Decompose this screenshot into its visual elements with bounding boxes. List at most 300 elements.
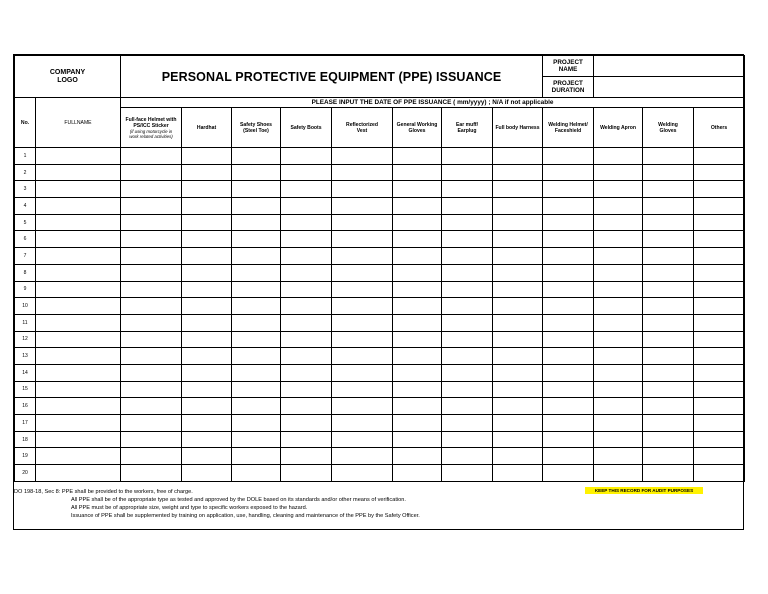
col-welding-apron: Welding Apron xyxy=(594,108,643,148)
date-cell[interactable] xyxy=(694,364,745,381)
date-cell[interactable] xyxy=(232,431,281,448)
date-cell[interactable] xyxy=(643,348,694,365)
date-cell[interactable] xyxy=(442,148,493,165)
date-cell[interactable] xyxy=(332,264,393,281)
date-cell[interactable] xyxy=(182,264,232,281)
date-cell[interactable] xyxy=(442,264,493,281)
date-cell[interactable] xyxy=(694,431,745,448)
date-cell[interactable] xyxy=(643,448,694,465)
date-cell[interactable] xyxy=(281,381,332,398)
table-row xyxy=(15,448,745,465)
date-cell[interactable] xyxy=(121,331,182,348)
col-welding-gloves: Welding Gloves xyxy=(643,108,694,148)
date-cell[interactable] xyxy=(332,381,393,398)
date-cell[interactable] xyxy=(493,198,543,215)
date-cell[interactable] xyxy=(281,164,332,181)
date-cell[interactable] xyxy=(694,231,745,248)
date-cell[interactable] xyxy=(182,331,232,348)
date-cell[interactable] xyxy=(332,448,393,465)
date-cell[interactable] xyxy=(594,364,643,381)
date-cell[interactable] xyxy=(281,314,332,331)
date-cell[interactable] xyxy=(493,298,543,315)
date-cell[interactable] xyxy=(121,364,182,381)
date-cell[interactable] xyxy=(332,465,393,482)
date-cell[interactable] xyxy=(121,314,182,331)
date-cell[interactable] xyxy=(121,264,182,281)
date-cell[interactable] xyxy=(643,331,694,348)
date-cell[interactable] xyxy=(543,231,594,248)
date-cell[interactable] xyxy=(121,415,182,432)
date-cell[interactable] xyxy=(232,415,281,432)
row-number: 11 xyxy=(15,314,36,331)
date-cell[interactable] xyxy=(121,431,182,448)
date-cell[interactable] xyxy=(543,448,594,465)
date-cell[interactable] xyxy=(121,281,182,298)
fullname-cell[interactable] xyxy=(36,164,121,181)
date-cell[interactable] xyxy=(493,314,543,331)
date-cell[interactable] xyxy=(281,465,332,482)
date-cell[interactable] xyxy=(694,181,745,198)
fullname-cell[interactable] xyxy=(36,248,121,265)
date-cell[interactable] xyxy=(281,248,332,265)
date-cell[interactable] xyxy=(281,298,332,315)
fullname-cell[interactable] xyxy=(36,314,121,331)
date-cell[interactable] xyxy=(393,248,442,265)
table-row xyxy=(15,214,745,231)
date-cell[interactable] xyxy=(393,231,442,248)
date-cell[interactable] xyxy=(393,364,442,381)
col-earmuff: Ear muff/ Earplug xyxy=(442,108,493,148)
date-cell[interactable] xyxy=(121,231,182,248)
fullname-cell[interactable] xyxy=(36,181,121,198)
date-cell[interactable] xyxy=(442,214,493,231)
date-cell[interactable] xyxy=(543,398,594,415)
date-cell[interactable] xyxy=(493,164,543,181)
date-cell[interactable] xyxy=(594,314,643,331)
date-cell[interactable] xyxy=(232,281,281,298)
date-cell[interactable] xyxy=(543,465,594,482)
date-cell[interactable] xyxy=(493,214,543,231)
date-cell[interactable] xyxy=(643,281,694,298)
fullname-cell[interactable] xyxy=(36,298,121,315)
date-cell[interactable] xyxy=(694,164,745,181)
date-cell[interactable] xyxy=(694,398,745,415)
date-cell[interactable] xyxy=(493,264,543,281)
date-cell[interactable] xyxy=(442,415,493,432)
date-cell[interactable] xyxy=(594,331,643,348)
date-cell[interactable] xyxy=(393,164,442,181)
fullname-cell[interactable] xyxy=(36,231,121,248)
date-cell[interactable] xyxy=(694,198,745,215)
date-cell[interactable] xyxy=(332,415,393,432)
date-cell[interactable] xyxy=(121,398,182,415)
date-cell[interactable] xyxy=(643,415,694,432)
date-cell[interactable] xyxy=(594,164,643,181)
date-cell[interactable] xyxy=(543,298,594,315)
fullname-cell[interactable] xyxy=(36,381,121,398)
date-cell[interactable] xyxy=(643,398,694,415)
table-row xyxy=(15,164,745,181)
date-cell[interactable] xyxy=(281,148,332,165)
date-cell[interactable] xyxy=(442,348,493,365)
date-cell[interactable] xyxy=(543,281,594,298)
date-cell[interactable] xyxy=(393,214,442,231)
col-fullface-helmet: Full-face Helmet with PS/ICC Sticker (if using motorcycle in work related activities) xyxy=(121,108,182,148)
footer-line-1: DO 198-18, Sec 8: PPE shall be provided to the workers, free of charge. xyxy=(14,489,193,495)
date-cell[interactable] xyxy=(543,348,594,365)
footer-line-4: Issuance of PPE shall be supplemented by training on application, use, handling, cleaning and maintenance of the PPE by the Safety Officer. xyxy=(71,513,420,519)
date-cell[interactable] xyxy=(442,198,493,215)
date-cell[interactable] xyxy=(281,198,332,215)
logo-line2: LOGO xyxy=(57,76,78,84)
date-cell[interactable] xyxy=(543,431,594,448)
date-cell[interactable] xyxy=(493,448,543,465)
date-cell[interactable] xyxy=(594,348,643,365)
date-cell[interactable] xyxy=(332,214,393,231)
date-cell[interactable] xyxy=(393,381,442,398)
date-cell[interactable] xyxy=(493,431,543,448)
date-cell[interactable] xyxy=(393,281,442,298)
date-cell[interactable] xyxy=(694,214,745,231)
fullname-cell[interactable] xyxy=(36,465,121,482)
date-cell[interactable] xyxy=(182,181,232,198)
date-cell[interactable] xyxy=(493,281,543,298)
date-cell[interactable] xyxy=(694,281,745,298)
date-cell[interactable] xyxy=(493,181,543,198)
date-cell[interactable] xyxy=(121,164,182,181)
project-duration-label: PROJECT DURATION xyxy=(543,77,594,98)
date-cell[interactable] xyxy=(232,164,281,181)
date-cell[interactable] xyxy=(332,348,393,365)
date-cell[interactable] xyxy=(182,431,232,448)
date-cell[interactable] xyxy=(393,181,442,198)
date-cell[interactable] xyxy=(594,465,643,482)
date-cell[interactable] xyxy=(121,248,182,265)
date-cell[interactable] xyxy=(121,465,182,482)
date-cell[interactable] xyxy=(643,248,694,265)
date-cell[interactable] xyxy=(493,364,543,381)
date-cell[interactable] xyxy=(281,448,332,465)
fullname-cell[interactable] xyxy=(36,415,121,432)
row-number: 12 xyxy=(15,331,36,348)
date-cell[interactable] xyxy=(393,148,442,165)
date-cell[interactable] xyxy=(281,231,332,248)
date-cell[interactable] xyxy=(643,431,694,448)
fullname-cell[interactable] xyxy=(36,364,121,381)
date-cell[interactable] xyxy=(643,314,694,331)
date-cell[interactable] xyxy=(643,231,694,248)
fullname-cell[interactable] xyxy=(36,448,121,465)
date-cell[interactable] xyxy=(232,264,281,281)
date-cell[interactable] xyxy=(694,381,745,398)
date-cell[interactable] xyxy=(442,281,493,298)
project-name-label: PROJECT NAME xyxy=(543,56,594,77)
date-cell[interactable] xyxy=(493,148,543,165)
date-cell[interactable] xyxy=(393,198,442,215)
date-cell[interactable] xyxy=(594,264,643,281)
date-cell[interactable] xyxy=(594,198,643,215)
col-hardhat: Hardhat xyxy=(182,108,232,148)
date-cell[interactable] xyxy=(594,148,643,165)
date-cell[interactable] xyxy=(543,381,594,398)
date-cell[interactable] xyxy=(493,415,543,432)
date-cell[interactable] xyxy=(332,298,393,315)
project-name-field[interactable] xyxy=(594,56,745,77)
date-cell[interactable] xyxy=(594,381,643,398)
date-cell[interactable] xyxy=(493,398,543,415)
date-cell[interactable] xyxy=(643,164,694,181)
date-cell[interactable] xyxy=(694,264,745,281)
date-cell[interactable] xyxy=(182,415,232,432)
date-cell[interactable] xyxy=(543,198,594,215)
date-cell[interactable] xyxy=(182,381,232,398)
date-cell[interactable] xyxy=(442,231,493,248)
project-duration-field[interactable] xyxy=(594,77,745,98)
date-cell[interactable] xyxy=(332,198,393,215)
date-cell[interactable] xyxy=(332,231,393,248)
date-cell[interactable] xyxy=(332,248,393,265)
date-cell[interactable] xyxy=(393,398,442,415)
date-cell[interactable] xyxy=(694,465,745,482)
date-cell[interactable] xyxy=(543,331,594,348)
date-cell[interactable] xyxy=(121,198,182,215)
row-number: 9 xyxy=(15,281,36,298)
date-cell[interactable] xyxy=(594,181,643,198)
fullname-cell[interactable] xyxy=(36,148,121,165)
date-cell[interactable] xyxy=(182,214,232,231)
date-cell[interactable] xyxy=(182,348,232,365)
date-cell[interactable] xyxy=(543,181,594,198)
table-row xyxy=(15,298,745,315)
date-cell[interactable] xyxy=(643,214,694,231)
date-cell[interactable] xyxy=(182,248,232,265)
date-cell[interactable] xyxy=(121,348,182,365)
table-row xyxy=(15,264,745,281)
date-cell[interactable] xyxy=(643,298,694,315)
date-cell[interactable] xyxy=(543,214,594,231)
date-cell[interactable] xyxy=(232,298,281,315)
date-cell[interactable] xyxy=(643,264,694,281)
date-cell[interactable] xyxy=(393,415,442,432)
date-cell[interactable] xyxy=(281,214,332,231)
date-cell[interactable] xyxy=(393,314,442,331)
date-cell[interactable] xyxy=(643,364,694,381)
date-cell[interactable] xyxy=(182,398,232,415)
date-cell[interactable] xyxy=(182,298,232,315)
date-cell[interactable] xyxy=(121,214,182,231)
date-cell[interactable] xyxy=(543,164,594,181)
date-cell[interactable] xyxy=(121,448,182,465)
col-working-gloves: General Working Gloves xyxy=(393,108,442,148)
fullname-cell[interactable] xyxy=(36,398,121,415)
fullname-cell[interactable] xyxy=(36,348,121,365)
date-cell[interactable] xyxy=(332,364,393,381)
date-cell[interactable] xyxy=(232,398,281,415)
date-cell[interactable] xyxy=(182,281,232,298)
date-cell[interactable] xyxy=(442,381,493,398)
date-cell[interactable] xyxy=(393,348,442,365)
date-cell[interactable] xyxy=(694,314,745,331)
date-cell[interactable] xyxy=(493,231,543,248)
date-cell[interactable] xyxy=(232,231,281,248)
fullname-cell[interactable] xyxy=(36,198,121,215)
date-cell[interactable] xyxy=(594,231,643,248)
date-cell[interactable] xyxy=(232,448,281,465)
date-cell[interactable] xyxy=(493,331,543,348)
date-cell[interactable] xyxy=(393,331,442,348)
date-cell[interactable] xyxy=(182,231,232,248)
footer-notes xyxy=(14,485,743,529)
date-cell[interactable] xyxy=(643,148,694,165)
date-cell[interactable] xyxy=(393,465,442,482)
date-cell[interactable] xyxy=(493,381,543,398)
date-cell[interactable] xyxy=(121,181,182,198)
fullname-cell[interactable] xyxy=(36,281,121,298)
date-cell[interactable] xyxy=(393,431,442,448)
row-number: 8 xyxy=(15,264,36,281)
date-cell[interactable] xyxy=(281,398,332,415)
date-cell[interactable] xyxy=(543,248,594,265)
table-row xyxy=(15,248,745,265)
date-cell[interactable] xyxy=(442,164,493,181)
date-cell[interactable] xyxy=(182,164,232,181)
date-cell[interactable] xyxy=(543,364,594,381)
date-cell[interactable] xyxy=(281,264,332,281)
date-cell[interactable] xyxy=(182,198,232,215)
date-cell[interactable] xyxy=(332,281,393,298)
fullname-cell[interactable] xyxy=(36,431,121,448)
date-cell[interactable] xyxy=(543,148,594,165)
date-cell[interactable] xyxy=(643,181,694,198)
date-cell[interactable] xyxy=(232,314,281,331)
ppe-table xyxy=(14,55,745,482)
date-cell[interactable] xyxy=(442,398,493,415)
date-cell[interactable] xyxy=(694,248,745,265)
date-cell[interactable] xyxy=(281,348,332,365)
date-cell[interactable] xyxy=(232,248,281,265)
date-cell[interactable] xyxy=(594,281,643,298)
date-cell[interactable] xyxy=(694,331,745,348)
table-row xyxy=(15,181,745,198)
date-cell[interactable] xyxy=(694,448,745,465)
date-cell[interactable] xyxy=(442,431,493,448)
date-cell[interactable] xyxy=(393,298,442,315)
date-cell[interactable] xyxy=(232,348,281,365)
row-number: 18 xyxy=(15,431,36,448)
date-cell[interactable] xyxy=(442,181,493,198)
row-number: 2 xyxy=(15,164,36,181)
date-cell[interactable] xyxy=(332,331,393,348)
row-number: 14 xyxy=(15,364,36,381)
date-cell[interactable] xyxy=(594,214,643,231)
col-welding-helmet: Welding Helmet/ Faceshield xyxy=(543,108,594,148)
date-cell[interactable] xyxy=(694,148,745,165)
date-cell[interactable] xyxy=(694,415,745,432)
date-cell[interactable] xyxy=(594,398,643,415)
date-cell[interactable] xyxy=(594,298,643,315)
date-cell[interactable] xyxy=(442,465,493,482)
date-cell[interactable] xyxy=(121,298,182,315)
date-cell[interactable] xyxy=(182,148,232,165)
date-cell[interactable] xyxy=(232,364,281,381)
date-cell[interactable] xyxy=(281,331,332,348)
date-cell[interactable] xyxy=(543,264,594,281)
date-cell[interactable] xyxy=(332,314,393,331)
date-cell[interactable] xyxy=(442,364,493,381)
table-row xyxy=(15,398,745,415)
date-cell[interactable] xyxy=(493,348,543,365)
date-cell[interactable] xyxy=(182,448,232,465)
date-cell[interactable] xyxy=(594,448,643,465)
date-cell[interactable] xyxy=(694,298,745,315)
date-cell[interactable] xyxy=(543,314,594,331)
date-cell[interactable] xyxy=(332,398,393,415)
date-cell[interactable] xyxy=(543,415,594,432)
row-number: 1 xyxy=(15,148,36,165)
date-cell[interactable] xyxy=(643,381,694,398)
footer-line-2: All PPE shall be of the appropriate type as tested and approved by the DOLE based on its standards and/or other means of verification. xyxy=(71,497,406,503)
date-cell[interactable] xyxy=(232,214,281,231)
date-cell[interactable] xyxy=(442,298,493,315)
date-cell[interactable] xyxy=(232,181,281,198)
date-cell[interactable] xyxy=(594,415,643,432)
date-cell[interactable] xyxy=(694,348,745,365)
date-cell[interactable] xyxy=(393,448,442,465)
date-cell[interactable] xyxy=(332,164,393,181)
date-cell[interactable] xyxy=(332,181,393,198)
date-cell[interactable] xyxy=(493,465,543,482)
ppe-issuance-form xyxy=(13,54,744,530)
date-cell[interactable] xyxy=(281,415,332,432)
fullname-cell[interactable] xyxy=(36,264,121,281)
date-cell[interactable] xyxy=(121,381,182,398)
date-cell[interactable] xyxy=(393,264,442,281)
col-safety-shoes: Safety Shoes (Steel Toe) xyxy=(232,108,281,148)
date-cell[interactable] xyxy=(442,248,493,265)
date-cell[interactable] xyxy=(442,314,493,331)
date-cell[interactable] xyxy=(121,148,182,165)
row-number: 19 xyxy=(15,448,36,465)
row-number: 20 xyxy=(15,465,36,482)
date-cell[interactable] xyxy=(493,248,543,265)
fullname-cell[interactable] xyxy=(36,214,121,231)
date-cell[interactable] xyxy=(643,198,694,215)
date-cell[interactable] xyxy=(281,364,332,381)
date-cell[interactable] xyxy=(182,465,232,482)
fullname-cell[interactable] xyxy=(36,331,121,348)
date-cell[interactable] xyxy=(281,181,332,198)
table-row xyxy=(15,314,745,331)
date-cell[interactable] xyxy=(332,431,393,448)
date-cell[interactable] xyxy=(442,448,493,465)
date-cell[interactable] xyxy=(182,314,232,331)
col-safety-boots: Safety Boots xyxy=(281,108,332,148)
date-cell[interactable] xyxy=(281,431,332,448)
date-cell[interactable] xyxy=(643,465,694,482)
date-cell[interactable] xyxy=(332,148,393,165)
date-cell[interactable] xyxy=(232,381,281,398)
table-row xyxy=(15,198,745,215)
date-cell[interactable] xyxy=(281,281,332,298)
date-cell[interactable] xyxy=(594,248,643,265)
date-cell[interactable] xyxy=(232,148,281,165)
date-cell[interactable] xyxy=(594,431,643,448)
date-cell[interactable] xyxy=(232,198,281,215)
date-cell[interactable] xyxy=(232,465,281,482)
date-cell[interactable] xyxy=(182,364,232,381)
date-cell[interactable] xyxy=(232,331,281,348)
date-cell[interactable] xyxy=(442,331,493,348)
